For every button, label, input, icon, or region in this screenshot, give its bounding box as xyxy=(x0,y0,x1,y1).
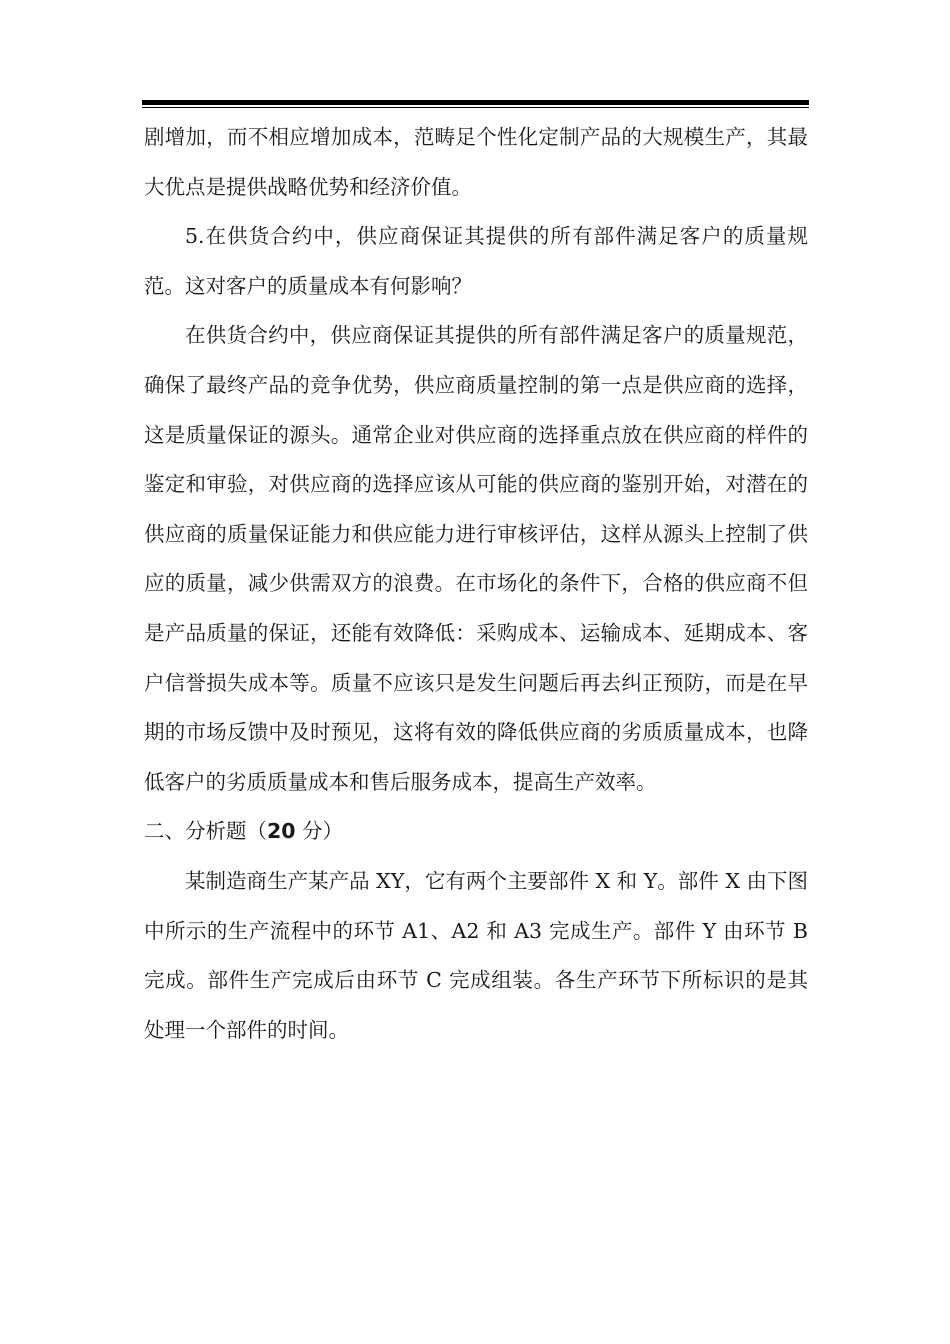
analysis-question: 某制造商生产某产品 XY，它有两个主要部件 X 和 Y。部件 X 由下图中所示的生产流程中的环节 A1、A2 和 A3 完成生产。部件 Y 由环节 B 完成。部件生产完成后由环节 C 完成组装。各生产环节下所标识的是其处理一个部件的时间。 xyxy=(144,868,808,1042)
heading-prefix: 二、分析题（ xyxy=(144,819,267,844)
paragraph-continuation: 剧增加，而不相应增加成本，范畴足个性化定制产品的大规模生产，其最大优点是提供战略优势和经济价值。 xyxy=(144,125,808,199)
header-rule-thick xyxy=(142,100,809,105)
answer-5: 在供货合约中，供应商保证其提供的所有部件满足客户的质量规范，确保了最终产品的竞争优势，供应商质量控制的第一点是供应商的选择，这是质量保证的源头。通常企业对供应商的选择重点放在供应商的样件的鉴定和审验，对供应商的选择应该从可能的供应商的鉴别开始，对潜在的供应商的质量保证能力和供应能力进行审核评估，这样从源头上控制了供应的质量，减少供需双方的浪费。在市场化的条件下，合格的供应商不但是产品质量的保证，还能有效降低：采购成本、运输成本、延期成本、客户信誉损失成本等。质量不应该只是发生问题后再去纠正预防，而是在早期的市场反馈中及时预见，这将有效的降低供应商的劣质质量成本，也降低客户的劣质质量成本和售后服务成本，提高生产效率。 xyxy=(144,323,808,794)
question-5: 5.在供货合约中，供应商保证其提供的所有部件满足客户的质量规范。这对客户的质量成本有何影响？ xyxy=(144,224,808,298)
header-rule-thin xyxy=(142,107,809,108)
heading-points: 20 xyxy=(267,819,296,844)
section-heading xyxy=(144,807,808,857)
document-body xyxy=(144,113,808,1055)
heading-suffix: 分） xyxy=(295,819,344,844)
